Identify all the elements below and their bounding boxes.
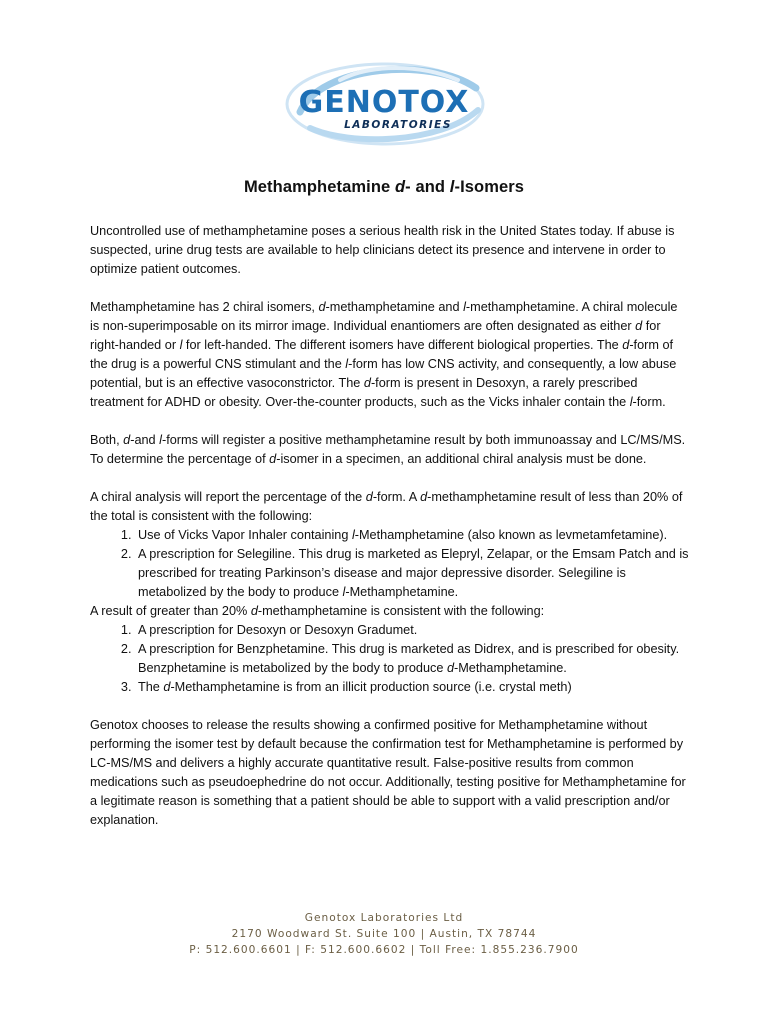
document-body (90, 222, 690, 849)
logo-subtitle: LABORATORIES (344, 119, 452, 131)
list-item: 2. A prescription for Selegiline. This drug is marketed as Elepryl, Zelapar, or the Emsam Patch and is prescribed for treating Parkinson’s disease and major depressive disorder. Selegiline is metabolized by the body to produce l-Methamphetamine. (135, 545, 690, 602)
chiral-isomers-paragraph: Methamphetamine has 2 chiral isomers, d-methamphetamine and l-methamphetamine. A chiral molecule is non-superimposable on its mirror image. Individual enantiomers are often designated as either d for right-handed or l for left-handed. The different isomers have different biological properties. The d-form of the drug is a powerful CNS stimulant and the l-form has low CNS activity, and consequently, a low abuse potential, but is an effective vasoconstrictor. The d-form is present in Desoxyn, a rarely prescribed treatment for ADHD or obesity. Over-the-counter products, such as the Vicks inhaler contain the l-form. (90, 300, 678, 409)
footer-address: 2170 Woodward St. Suite 100 | Austin, TX 78744 (231, 928, 537, 940)
analysis-paragraph: A chiral analysis will report the percentage of the d-form. A d-methamphetamine result of less than 20% of the total is consistent with the following: (90, 490, 683, 523)
logo-wordmark: GENOTOX (298, 85, 470, 120)
logo-graphic (280, 58, 490, 150)
footer-company: Genotox Laboratories Ltd (304, 912, 464, 924)
greater-than-20-list (90, 621, 690, 697)
footer-phones: P: 512.600.6601 | F: 512.600.6602 | Toll Free: 1.855.236.7900 (189, 944, 579, 956)
list-item: 1. A prescription for Desoxyn or Desoxyn Gradumet. (135, 621, 690, 640)
list-item: 2. A prescription for Benzphetamine. This drug is marketed as Didrex, and is prescribed for obesity. Benzphetamine is metabolized by the body to produce d-Methamphetamine. (135, 640, 690, 678)
less-than-20-list (90, 526, 690, 602)
detection-paragraph: Both, d-and l-forms will register a positive methamphetamine result by both immunoassay and LC/MS/MS. To determine the percentage of d-isomer in a specimen, an additional chiral analysis must be done. (90, 433, 686, 466)
intro-paragraph: Uncontrolled use of methamphetamine poses a serious health risk in the United States today. If abuse is suspected, urine drug tests are available to help clinicians detect its presence and intervene in order to optimize patient outcomes. (90, 224, 675, 276)
page-title: Methamphetamine d- and l-Isomers (243, 178, 525, 196)
list-item: 1. Use of Vicks Vapor Inhaler containing l-Methamphetamine (also known as levmetamfetamine). (135, 526, 690, 545)
footer (0, 910, 768, 958)
genotox-logo (280, 58, 490, 150)
policy-paragraph: Genotox chooses to release the results showing a confirmed positive for Methamphetamine without performing the isomer test by default because the confirmation test for Methamphetamine is performed by LC-MS/MS and delivers a highly accurate quantitative result. False-positive results from common medications such as pseudoephedrine do not occur. Additionally, testing positive for Methamphetamine for a legitimate reason is something that a patient should be able to support with a valid prescription and/or explanation. (90, 718, 686, 827)
list-item: 3. The d-Methamphetamine is from an illicit production source (i.e. crystal meth) (135, 678, 690, 697)
greater-than-20-intro: A result of greater than 20% d-methamphetamine is consistent with the following: (90, 604, 545, 618)
